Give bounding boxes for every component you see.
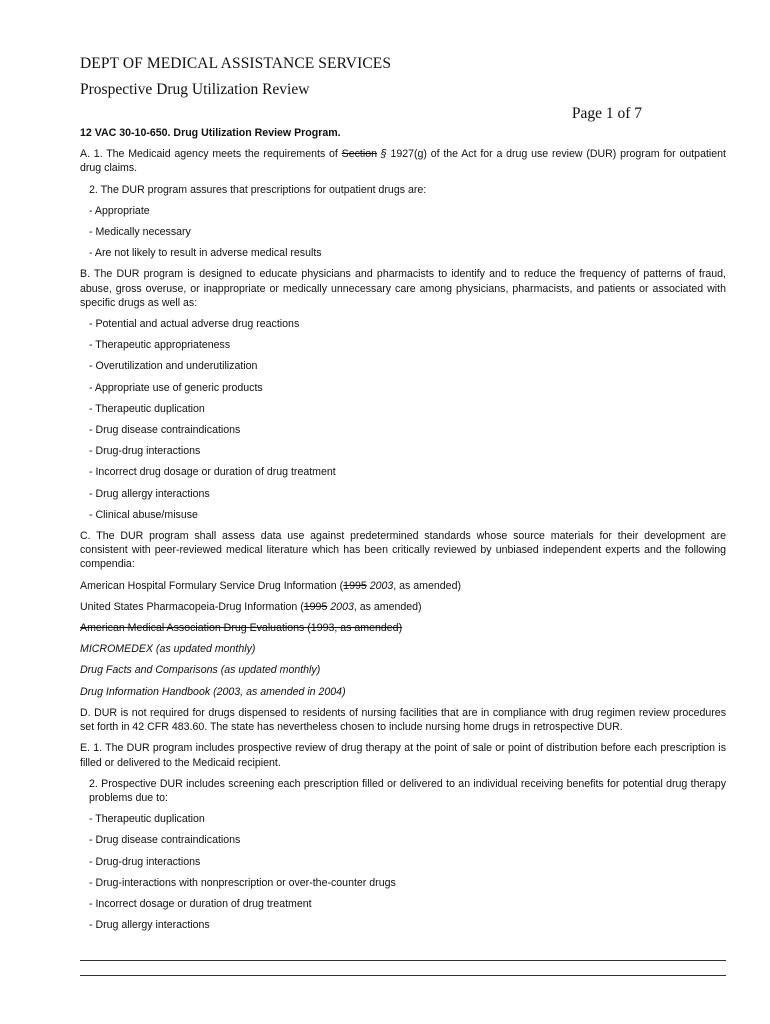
list-item: - Overutilization and underutilization xyxy=(89,360,258,373)
list-item: - Therapeutic duplication xyxy=(89,402,205,415)
list-item: - Therapeutic appropriateness xyxy=(89,339,231,352)
list-item: - Drug allergy interactions xyxy=(89,919,210,932)
list-item: - Medically necessary xyxy=(89,226,191,239)
list-item: - Therapeutic duplication xyxy=(89,813,205,826)
ahfs-text-end: , as amended) xyxy=(393,579,461,592)
usp-inserted-year: 2003 xyxy=(327,600,354,613)
a1-deleted-text: Section xyxy=(341,148,377,161)
usp-text-end: , as amended) xyxy=(353,600,422,613)
compendium-drug-facts: Drug Facts and Comparisons (as updated monthly) xyxy=(80,664,321,677)
compendium-drug-info-handbook: Drug Information Handbook (2003, as amended in 2004) xyxy=(80,685,346,698)
paragraph-a2: 2. The DUR program assures that prescriptions for outpatient drugs are: xyxy=(89,183,427,196)
paragraph-c: C. The DUR program shall assess data use against predetermined standards whose source materials for their development are consistent with peer-reviewed medical literature which has been critically reviewed by unbiased independent experts and the following compendia: xyxy=(80,530,726,571)
section-heading: 12 VAC 30-10-650. Drug Utilization Review Program. xyxy=(80,127,341,139)
paragraph-a1 xyxy=(80,147,726,175)
usp-text: United States Pharmacopeia-Drug Information ( xyxy=(80,600,304,613)
list-item: - Drug allergy interactions xyxy=(89,487,210,500)
document-subtitle: Prospective Drug Utilization Review xyxy=(80,81,310,98)
document-body xyxy=(80,126,726,939)
list-item: - Are not likely to result in adverse medical results xyxy=(89,247,322,260)
list-item: - Drug-drug interactions xyxy=(89,445,201,458)
a1-text: A. 1. The Medicaid agency meets the requirements of xyxy=(80,148,342,161)
list-item: - Drug-interactions with nonprescription or over-the-counter drugs xyxy=(89,876,396,889)
list-item: - Drug-drug interactions xyxy=(89,855,201,868)
usp-deleted-year: 1995 xyxy=(303,600,328,613)
list-item: - Potential and actual adverse drug reactions xyxy=(89,318,300,331)
paragraph-b: B. The DUR program is designed to educate physicians and pharmacists to identify and to reduce the frequency of patterns of fraud, abuse, gross overuse, or inappropriate or medically unnecessary care among physicians, pharmacists, and patients or associated with specific drugs as well as: xyxy=(80,268,726,309)
ahfs-text: American Hospital Formulary Service Drug Information ( xyxy=(80,579,344,592)
ahfs-deleted-year: 1995 xyxy=(343,579,367,592)
department-title: DEPT OF MEDICAL ASSISTANCE SERVICES xyxy=(80,55,392,72)
list-item: - Appropriate xyxy=(89,204,150,217)
list-item: - Clinical abuse/misuse xyxy=(89,508,198,521)
ahfs-inserted-year: 2003 xyxy=(366,579,394,592)
compendium-ama-deleted: American Medical Association Drug Evaluations (1993, as amended) xyxy=(80,622,403,635)
page-number: Page 1 of 7 xyxy=(571,105,642,122)
a1-inserted-text: § xyxy=(380,148,387,161)
a1-text-end: 1927(g) of the Act for a drug use review (DUR) program for outpatient drug claims. xyxy=(80,148,726,175)
paragraph-d: D. DUR is not required for drugs dispensed to residents of nursing facilities that are in compliance with drug regimen review procedures set forth in 42 CFR 483.60. The state has nevertheless chosen to include nursing home drugs in retrospective DUR. xyxy=(80,706,726,734)
paragraph-e2: 2. Prospective DUR includes screening each prescription filled or delivered to an individual receiving benefits for potential drug therapy problems due to: xyxy=(89,777,726,804)
compendium-micromedex: MICROMEDEX (as updated monthly) xyxy=(80,643,256,656)
footer-rule-top xyxy=(80,960,726,961)
compendium-usp xyxy=(80,600,726,614)
list-item: - Appropriate use of generic products xyxy=(89,381,263,394)
paragraph-e1: E. 1. The DUR program includes prospective review of drug therapy at the point of sale or point of distribution before each prescription is filled or delivered to the Medicaid recipient. xyxy=(80,742,726,769)
footer-rule-bottom xyxy=(80,975,726,976)
list-item: - Drug disease contraindications xyxy=(89,424,241,437)
list-item: - Incorrect dosage or duration of drug treatment xyxy=(89,897,312,910)
list-item: - Drug disease contraindications xyxy=(89,834,241,847)
list-item: - Incorrect drug dosage or duration of drug treatment xyxy=(89,466,336,479)
compendium-ahfs xyxy=(80,579,726,593)
